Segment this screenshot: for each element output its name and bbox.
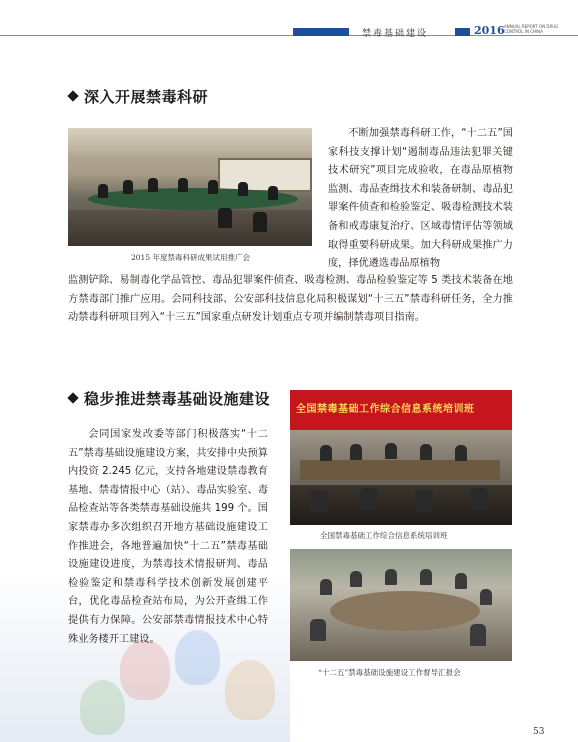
diamond-bullet-icon xyxy=(67,90,78,101)
handprint-decoration xyxy=(80,680,125,735)
photo2-caption: 全国禁毒基础工作综合信息系统培训班 xyxy=(320,531,448,540)
training-photo xyxy=(290,390,512,525)
handprint-decoration xyxy=(225,660,275,720)
photo1-caption: 2015 年度禁毒科研成果试用推广会 xyxy=(131,253,250,262)
section2-heading xyxy=(66,388,270,409)
photo1-floor xyxy=(68,210,312,246)
photo1-table xyxy=(88,188,298,210)
header-year: 2016 xyxy=(474,24,505,37)
photo3-person xyxy=(310,619,326,641)
section2-paragraph xyxy=(68,426,268,649)
photo1-ceiling xyxy=(68,128,312,156)
photo1-person xyxy=(208,180,218,194)
supervision-meeting-photo xyxy=(290,549,512,661)
section2-heading-text: 稳步推进禁毒基础设施建设 xyxy=(84,390,271,408)
photo3-person xyxy=(385,569,397,585)
diamond-bullet-icon xyxy=(67,392,78,403)
header-english-line2: CONTROL IN CHINA xyxy=(504,29,543,34)
photo3-caption: “十二五”禁毒基础设施建设工作督导汇报会 xyxy=(318,668,461,677)
photo2-person xyxy=(350,444,362,460)
photo2-person xyxy=(360,488,378,510)
section2-paragraph-text: 会同国家发改委等部门积极落实“十二五”禁毒基础设施建设方案，共安排中央预算内投资 2.245 亿元，支持各地建设禁毒教育基地、禁毒情报中心（站）、毒品实验室、毒品检查站等各类禁毒基础设施共 199 个。国家禁毒办多次组织召开地方基础设施建设工作推进会，各地普遍加快“十二五”禁毒基础设施建设进度，为禁毒技术情报研判、毒品检验鉴定和禁毒科学技术创新发展创建平台，优化毒品检查站布局，为公开查缉工作提供有力保障。公安部禁毒情报技术中心特殊业务楼开工建设。 xyxy=(68,429,268,645)
photo2-person xyxy=(310,490,328,512)
header-english-title xyxy=(504,24,564,34)
meeting-photo-1 xyxy=(68,128,312,246)
photo2-banner-text: 全国禁毒基础工作综合信息系统培训班 xyxy=(296,404,475,415)
photo3-person xyxy=(420,569,432,585)
photo2-person xyxy=(470,488,488,510)
photo2-person xyxy=(455,445,467,461)
photo2-banner xyxy=(290,390,512,430)
photo1-person xyxy=(253,212,267,232)
photo2-person xyxy=(320,445,332,461)
header-accent-bar-small xyxy=(455,28,470,36)
header-english-line1: ANNUAL REPORT ON DRUG xyxy=(504,24,559,29)
photo2-person xyxy=(385,443,397,459)
header-title: 禁毒基础建设 xyxy=(362,29,429,39)
photo2-table xyxy=(300,460,500,480)
photo2-person xyxy=(415,490,433,512)
section1-heading xyxy=(66,86,208,107)
photo3-person xyxy=(350,571,362,587)
photo1-painting xyxy=(218,158,312,192)
section1-paragraph-right-text: 不断加强禁毒科研工作，“十二五”国家科技支撑计划“遏制毒品违法犯罪关键技术研究”项目完成验收，在毒品原植物监测、毒品查缉技术和装备研制、毒品犯罪案件侦查和检验鉴定、吸毒检测技术装备和戒毒康复治疗、区域毒情评估等领域取得重要科研成果。加大科研成果推广力度，择优遴选毒品原植物 xyxy=(328,128,513,270)
header-accent-bar xyxy=(293,28,349,36)
photo3-table xyxy=(330,591,480,631)
photo1-person xyxy=(123,180,133,194)
photo3-person xyxy=(455,573,467,589)
section1-paragraph-right xyxy=(328,125,513,274)
photo2-person xyxy=(420,444,432,460)
photo1-person xyxy=(148,178,158,192)
photo1-person xyxy=(218,208,232,228)
section1-paragraph-full xyxy=(68,272,513,328)
photo3-person xyxy=(470,624,486,646)
section1-heading-text: 深入开展禁毒科研 xyxy=(84,88,209,106)
photo1-person xyxy=(238,182,248,196)
section1-paragraph-full-text: 监测铲除、易制毒化学品管控、毒品犯罪案件侦查、吸毒检测、毒品检验鉴定等 5 类技术装备在地方禁毒部门推广应用。会同科技部、公安部科技信息化局积极谋划“十三五”禁毒科研任务，全力推动禁毒科研项目列入“十三五”国家重点研发计划重点专项并编制禁毒项目指南。 xyxy=(68,275,513,324)
photo3-person xyxy=(480,589,492,605)
photo1-person xyxy=(268,186,278,200)
page-number: 53 xyxy=(533,727,545,737)
photo1-person xyxy=(98,184,108,198)
photo1-person xyxy=(178,178,188,192)
photo3-person xyxy=(320,579,332,595)
